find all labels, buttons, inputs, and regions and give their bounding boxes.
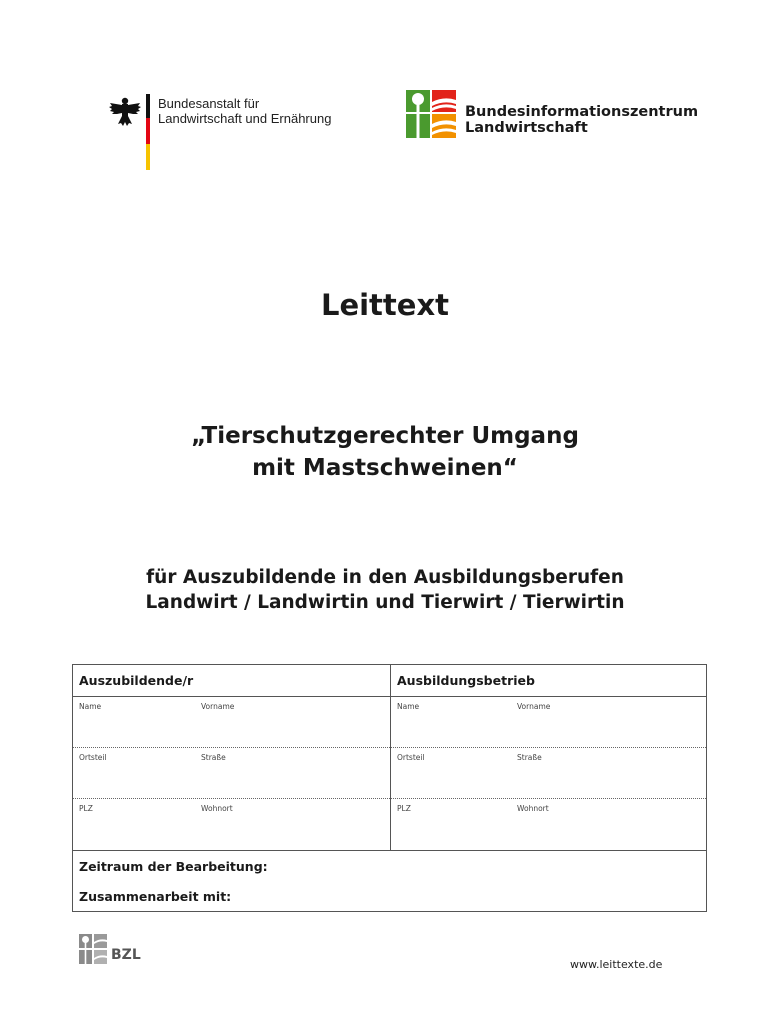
bzl-logo bbox=[406, 90, 706, 140]
street-label: Straße bbox=[517, 753, 542, 762]
trainee-address-row[interactable] bbox=[73, 748, 390, 799]
footer-bzl-logo bbox=[79, 934, 149, 966]
trainee-column bbox=[73, 665, 391, 850]
trainee-name-row[interactable] bbox=[73, 697, 390, 748]
target-line1: für Auszubildende in den Ausbildungsberufen bbox=[146, 567, 624, 588]
bzl-logo-line1: Bundesinformationszentrum bbox=[465, 104, 699, 120]
subtitle-line2: mit Mastschweinen“ bbox=[252, 455, 518, 481]
target-line2: Landwirt / Landwirtin und Tierwirt / Tierwirtin bbox=[145, 592, 625, 613]
period-collab-area[interactable] bbox=[73, 850, 706, 913]
ble-logo-text bbox=[158, 96, 331, 126]
collab-label: Zusammenarbeit mit: bbox=[79, 889, 232, 904]
company-column bbox=[391, 665, 706, 850]
bzl-logo-icon bbox=[406, 90, 456, 138]
city-label: Wohnort bbox=[517, 804, 549, 813]
name-label: Name bbox=[79, 702, 102, 711]
company-city-row[interactable] bbox=[391, 799, 706, 849]
german-flag-stripe bbox=[146, 94, 150, 170]
footer-logo-text: BZL bbox=[111, 947, 141, 963]
ble-logo bbox=[108, 94, 348, 174]
trainee-form bbox=[72, 664, 707, 912]
company-address-row[interactable] bbox=[391, 748, 706, 799]
document-title: Leittext bbox=[320, 288, 450, 322]
bzl-footer-icon bbox=[79, 934, 107, 964]
company-header: Ausbildungsbetrieb bbox=[391, 665, 706, 697]
bzl-logo-line2: Landwirtschaft bbox=[465, 120, 588, 136]
zip-label: PLZ bbox=[397, 804, 411, 813]
district-label: Ortsteil bbox=[79, 753, 107, 762]
first-name-label: Vorname bbox=[517, 702, 551, 711]
company-name-row[interactable] bbox=[391, 697, 706, 748]
trainee-city-row[interactable] bbox=[73, 799, 390, 849]
bzl-logo-text bbox=[465, 104, 698, 136]
subtitle-line1: „Tierschutzgerechter Umgang bbox=[191, 423, 579, 449]
name-label: Name bbox=[397, 702, 420, 711]
street-label: Straße bbox=[201, 753, 226, 762]
footer-url[interactable]: www.leittexte.de bbox=[570, 958, 663, 971]
first-name-label: Vorname bbox=[201, 702, 235, 711]
city-label: Wohnort bbox=[201, 804, 233, 813]
target-audience bbox=[0, 565, 770, 615]
ble-logo-line1: Bundesanstalt für bbox=[158, 96, 260, 111]
federal-eagle-icon bbox=[108, 94, 142, 128]
district-label: Ortsteil bbox=[397, 753, 425, 762]
period-label: Zeitraum der Bearbeitung: bbox=[79, 859, 268, 874]
document-subtitle bbox=[0, 420, 770, 484]
ble-logo-line2: Landwirtschaft und Ernährung bbox=[158, 111, 332, 126]
zip-label: PLZ bbox=[79, 804, 93, 813]
trainee-header: Auszubildende/r bbox=[73, 665, 390, 697]
